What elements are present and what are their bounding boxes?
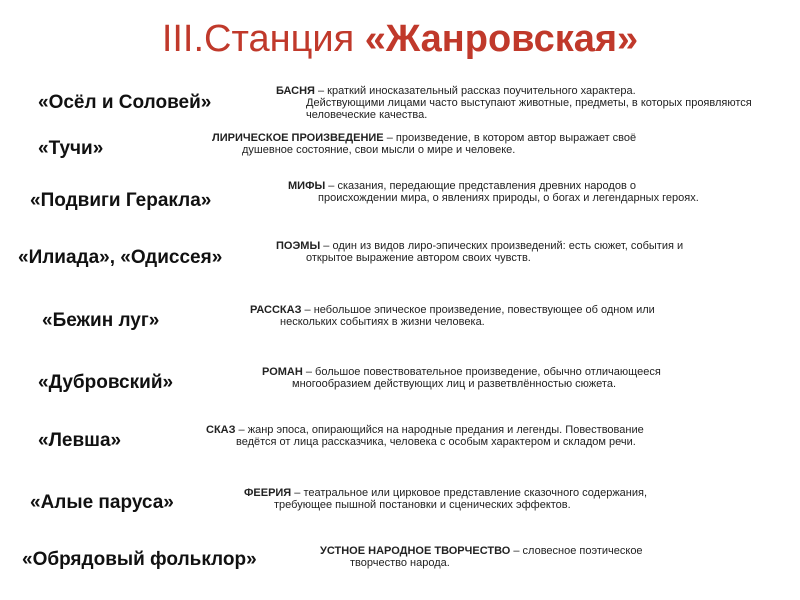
definition-poems bbox=[276, 240, 786, 264]
definition-novel bbox=[262, 366, 782, 390]
definition-text: – краткий иносказательный рассказ поучительного характера. bbox=[314, 85, 636, 97]
definition-term: СКАЗ bbox=[206, 424, 236, 436]
definition-basnya bbox=[276, 85, 776, 121]
definition-rest: требующее пышной постановки и сценических эффектов. bbox=[274, 499, 571, 511]
work-title: «Тучи» bbox=[38, 138, 104, 159]
definition-term: РОМАН bbox=[262, 366, 303, 378]
work-title: «Обрядовый фольклор» bbox=[22, 549, 257, 570]
definition-term: ПОЭМЫ bbox=[276, 240, 321, 252]
work-title: «Бежин луг» bbox=[42, 310, 160, 331]
definition-rest: Действующими лицами часто выступают животные, предметы, в которых проявляются человеческие качества. bbox=[306, 97, 752, 121]
definition-rest: открытое выражение автором своих чувств. bbox=[306, 252, 531, 264]
definition-text: – небольшое эпическое произведение, повествующее об одном или bbox=[301, 304, 655, 316]
work-title: «Алые паруса» bbox=[30, 492, 174, 513]
work-title: «Левша» bbox=[38, 430, 122, 451]
work-title: «Дубровский» bbox=[38, 372, 174, 393]
title-roman: III. bbox=[161, 18, 205, 60]
definition-term: БАСНЯ bbox=[276, 85, 315, 97]
definition-text: – жанр эпоса, опирающийся на народные предания и легенды. Повествование bbox=[235, 424, 644, 436]
page-title bbox=[0, 18, 800, 61]
definition-rest: душевное состояние, свои мысли о мире и человеке. bbox=[242, 144, 516, 156]
definition-rest: ведётся от лица рассказчика, человека с особым характером и складом речи. bbox=[236, 436, 636, 448]
definition-rest: творчество народа. bbox=[350, 557, 450, 569]
definition-folk bbox=[320, 545, 740, 569]
definition-text: – сказания, передающие представления древних народов о bbox=[325, 180, 636, 192]
work-title: «Подвиги Геракла» bbox=[30, 190, 212, 211]
definition-story bbox=[250, 304, 770, 328]
definition-rest: многообразием действующих лиц и разветвлённостью сюжета. bbox=[292, 378, 617, 390]
title-name: «Жанровская» bbox=[364, 18, 639, 60]
definition-text: – театральное или цирковое представление сказочного содержания, bbox=[291, 487, 648, 499]
definition-myths bbox=[288, 180, 768, 204]
definition-rest: нескольких событиях в жизни человека. bbox=[280, 316, 485, 328]
work-title: «Илиада», «Одиссея» bbox=[18, 247, 223, 268]
definition-rest: происхождении мира, о явлениях природы, о богах и легендарных героях. bbox=[318, 192, 699, 204]
definition-lyric bbox=[212, 132, 772, 156]
definition-text: – произведение, в котором автор выражает своё bbox=[383, 132, 637, 144]
definition-term: УСТНОЕ НАРОДНОЕ ТВОРЧЕСТВО bbox=[320, 545, 511, 557]
definition-term: РАССКАЗ bbox=[250, 304, 302, 316]
definition-text: – большое повествовательное произведение, обычно отличающееся bbox=[302, 366, 661, 378]
title-station: Станция bbox=[204, 18, 365, 60]
definition-term: ФЕЕРИЯ bbox=[244, 487, 292, 499]
definition-text: – один из видов лиро-эпических произведений: есть сюжет, события и bbox=[320, 240, 684, 252]
definition-term: ЛИРИЧЕСКОЕ ПРОИЗВЕДЕНИЕ bbox=[212, 132, 384, 144]
definition-skaz bbox=[206, 424, 786, 448]
definition-feeria bbox=[244, 487, 764, 511]
work-title: «Осёл и Соловей» bbox=[38, 92, 212, 113]
definition-term: МИФЫ bbox=[288, 180, 326, 192]
definition-text: – словесное поэтическое bbox=[510, 545, 643, 557]
